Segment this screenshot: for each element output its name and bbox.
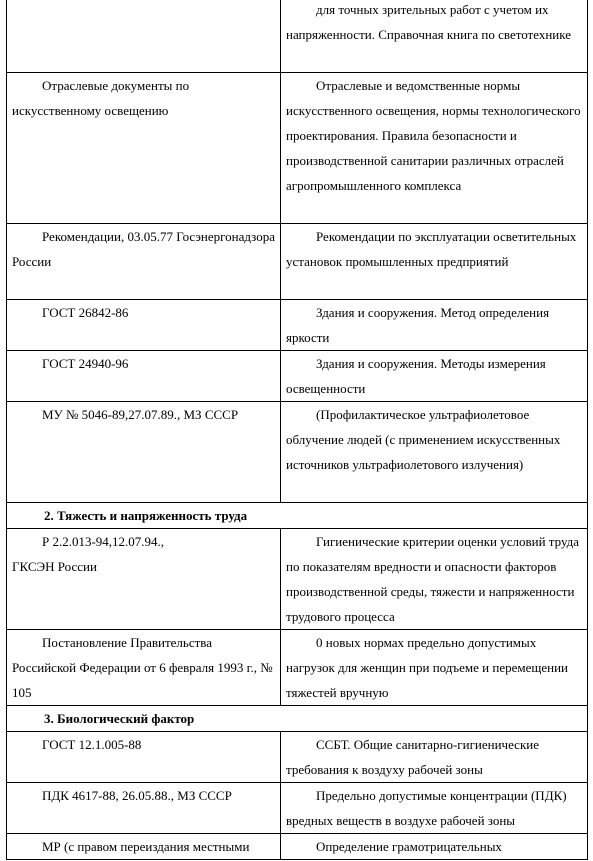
document-name-cell xyxy=(7,529,281,630)
table-row xyxy=(7,834,588,860)
document-description-cell: ССБТ. Общие санитарно-гигиенические требования к воздуху рабочей зоны xyxy=(281,732,588,783)
document-description-cell: Рекомендации по эксплуатации осветительных установок промышленных предприятий xyxy=(281,224,588,300)
regulations-table xyxy=(6,0,588,860)
section-header-row xyxy=(7,503,588,529)
document-description-cell: Отраслевые и ведомственные нормы искусственного освещения, нормы технологического проектирования. Правила безопасности и производственной санитарии различных отраслей агропромышленного комплекса xyxy=(281,73,588,224)
document-description-cell: 0 новых нормах предельно допустимых нагрузок для женщин при подъеме и перемещении тяжестей вручную xyxy=(281,630,588,706)
document-name-cell: МУ № 5046-89,27.07.89., МЗ СССР xyxy=(7,402,281,503)
document-name-line: ГКСЭН России xyxy=(12,559,97,574)
table-row xyxy=(7,630,588,706)
table-row xyxy=(7,0,588,73)
table-row xyxy=(7,224,588,300)
document-name-cell: ПДК 4617-88, 26.05.88., МЗ СССР xyxy=(7,783,281,834)
document-description-cell: Определение грамотрицательных xyxy=(281,834,588,860)
document-description-cell: (Профилактическое ультрафиолетовое облучение людей (с применением искусственных источников ультрафиолетового излучения) xyxy=(281,402,588,503)
document-name-cell: ГОСТ 26842-86 xyxy=(7,300,281,351)
document-name-cell: Рекомендации, 03.05.77 Госэнергонадзора России xyxy=(7,224,281,300)
document-name-cell: Постановление Правительства Российской Федерации от 6 февраля 1993 г., № 105 xyxy=(7,630,281,706)
document-name-cell: МР (с правом переиздания местными xyxy=(7,834,281,860)
document-description-cell: Здания и сооружения. Методы измерения освещенности xyxy=(281,351,588,402)
document-description-cell: Здания и сооружения. Метод определения яркости xyxy=(281,300,588,351)
section-header-row xyxy=(7,706,588,732)
table-row xyxy=(7,783,588,834)
table-row xyxy=(7,351,588,402)
table-body xyxy=(7,0,588,860)
document-name-cell: ГОСТ 24940-96 xyxy=(7,351,281,402)
document-name-cell: Отраслевые документы по искусственному освещению xyxy=(7,73,281,224)
section-title: 3. Биологический фактор xyxy=(7,706,588,732)
document-name-line: Р 2.2.013-94,12.07.94., xyxy=(42,534,165,549)
document-name-cell: ГОСТ 12.1.005-88 xyxy=(7,732,281,783)
table-row xyxy=(7,529,588,630)
document-description-cell: Предельно допустимые концентрации (ПДК) вредных веществ в воздухе рабочей зоны xyxy=(281,783,588,834)
section-title: 2. Тяжесть и напряженность труда xyxy=(7,503,588,529)
table-row xyxy=(7,73,588,224)
table-row xyxy=(7,300,588,351)
document-description-cell: для точных зрительных работ с учетом их напряженности. Справочная книга по светотехнике xyxy=(281,0,588,73)
table-row xyxy=(7,732,588,783)
document-name-cell xyxy=(7,0,281,73)
table-row xyxy=(7,402,588,503)
document-description-cell: Гигиенические критерии оценки условий труда по показателям вредности и опасности факторов производственной среды, тяжести и напряженности трудового процесса xyxy=(281,529,588,630)
